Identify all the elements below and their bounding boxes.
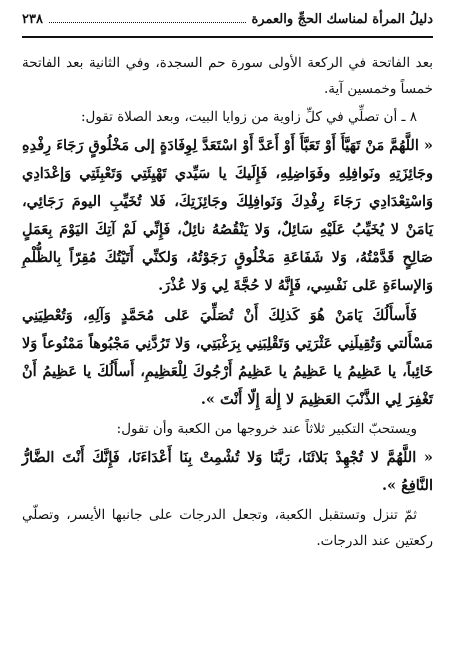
running-title: دليلُ المرأة لمناسك الحجِّ والعمرة: [251, 12, 433, 27]
supplication-text-2: فَأَسأَلُكَ يَامَنْ هُوَ كَذلِكَ أَنْ تُصَلِّيَ عَلى مُحَمَّدٍ وَآلِهِ، وَتُعْطِيَنِي مَسْأَلتي وَتُقِيلَنِي عَثْرَتِي وَتَقْلِبَنِي بِرَغْبَتِي، وَلا تَرُدَّنِي مَجْبُوهاً مَمْنُوعاً وَلا خَائِباً، يا عَظِيمُ يا عَظِيمُ يا عَظِيمُ أَرْجُوكَ لِلْعَظِيمِ، أَسأَلُكَ يا عَظِيمُ أَنْ تَغْفِرَ لِي الذَّنْبَ العَظِيمَ لا إِلٰهَ إِلّا أَنْتَ ».: [22, 307, 433, 408]
page-header: [22, 12, 433, 38]
page-body: [22, 50, 433, 554]
supplication-text-3: « اللَّهُمَّ لا تُجْهِدْ بَلائَنَا، رَبَّنَا وَلا تُشْمِتْ بِنَا أَعْدَاءَنَا، فَإِنَّكَ أَنْتَ الضَّارُّ النَّافِعُ ».: [22, 449, 433, 494]
paragraph-corner-prayer-intro: ٨ ـ أن تصلِّي في كلِّ زاوية من زوايا البيت، وبعد الصلاة تقول:: [81, 109, 417, 125]
page-number: ٢٣٨: [22, 12, 43, 27]
supplication-text-1: « اللَّهُمَّ مَنْ تَهَيَّأَ أَوْ تَعَبَّأَ أَوْ أَعَدَّ أَوْ اسْتَعَدَّ لِوِفَادَةٍ إلى مَخْلُوقٍ رَجَاءَ رِفْدِهِ وجَائِزَتِهِ ونَوافِلِهِ وفَوَاضِلِهِ، فَإِلَيكَ يا سَيِّدي تَهْيِئَتِي وَتَعْبِئَتِي وَإعْدَادِي وَاسْتِعْدَادِي رَجَاءَ رِفْدِكَ وَنَوافِلِكَ وجَائِزَتِكَ، فَلا تُخَيِّبِ اليومَ رَجَائِي، يَامَنْ لا يُخَيِّبُ عَلَيْهِ سَائِلٌ، وَلا يَنْقُصُهُ نائِلٌ، فَإِنِّي لَمْ آتِكَ اليَوْمَ بِعَمَلٍ صَالِحٍ قَدَّمْتُهُ، وَلا شَفَاعَةِ مَخْلُوقٍ رَجَوْتُهُ، وَلكنِّي أَتَيْتُكَ مُقِرّاً بِالظُّلْمِ وَالإساءَةِ عَلى نَفْسِي، فَإِنَّهُ لا حُجَّةَ لِي وَلا عُذْرَ.: [22, 137, 433, 294]
paragraph-takbir: ويستحبّ التكبير ثلاثاً عند خروجها من الكعبة وأن تقول:: [116, 421, 417, 437]
paragraph-descend: ثمّ تنزل وتستقبل الكعبة، وتجعل الدرجات على جانبها الأيسر، وتصلّي ركعتين عند الدرجات.: [22, 507, 433, 549]
paragraph-fatiha: بعد الفاتحة في الركعة الأولى سورة حم السجدة، وفي الثانية بعد الفاتحة خمساً وخمسين آية.: [22, 55, 433, 97]
header-dot-leader: [49, 14, 246, 23]
